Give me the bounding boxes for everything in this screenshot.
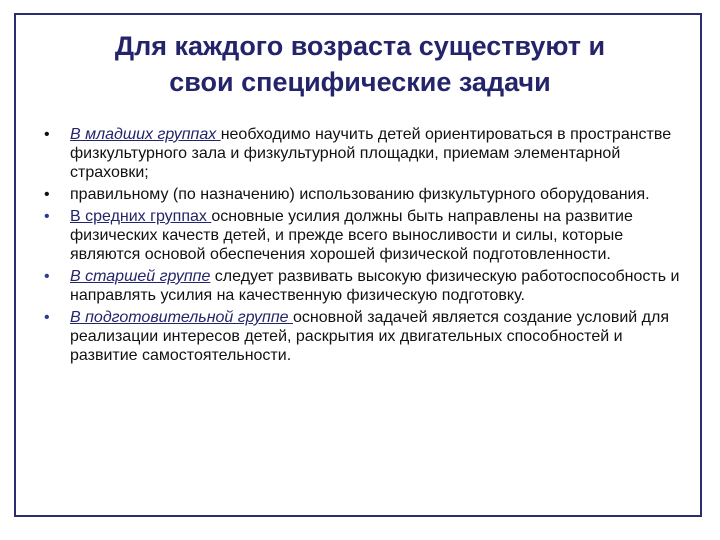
task-list — [40, 125, 680, 368]
list-item-text: следует развивать высокую физическую работоспособность и направлять усилия на качественную физическую подготовку. — [70, 268, 680, 304]
list-item-text: необходимо научить детей ориентироваться в пространстве физкультурного зала и физкультурной площадки, приемам элементарной страховки; — [70, 126, 672, 181]
list-item — [40, 308, 680, 365]
bullet-icon: • — [44, 268, 50, 285]
slide-title-line-1: Для каждого возраста существуют и — [114, 31, 606, 61]
list-item-text: правильному (по назначению) использованию физкультурного оборудования. — [70, 186, 650, 203]
slide-title — [18, 28, 702, 100]
bullet-icon: • — [44, 309, 50, 326]
age-group-link[interactable]: В младших группах — [70, 126, 221, 143]
list-item — [40, 185, 680, 204]
bullet-icon: • — [44, 208, 50, 225]
bullet-icon: • — [44, 126, 50, 143]
list-item — [40, 267, 680, 305]
slide-title-line-2: свои специфические задачи — [169, 67, 551, 97]
list-item — [40, 125, 680, 182]
list-item-text: основные усилия должны быть направлены на развитие физических качеств детей, и прежде всего выносливости и силы, которые являются основой обеспечения хорошей физической подготовленности. — [70, 208, 633, 263]
age-group-link[interactable]: В средних группах — [70, 208, 212, 225]
bullet-icon: • — [44, 186, 50, 203]
age-group-link[interactable]: В старшей группе — [70, 268, 211, 285]
age-group-link[interactable]: В подготовительной группе — [70, 309, 293, 326]
list-item-text: основной задачей является создание условий для реализации интересов детей, раскрытия их двигательных способностей и развитие самостоятельности. — [70, 309, 669, 364]
list-item — [40, 207, 680, 264]
